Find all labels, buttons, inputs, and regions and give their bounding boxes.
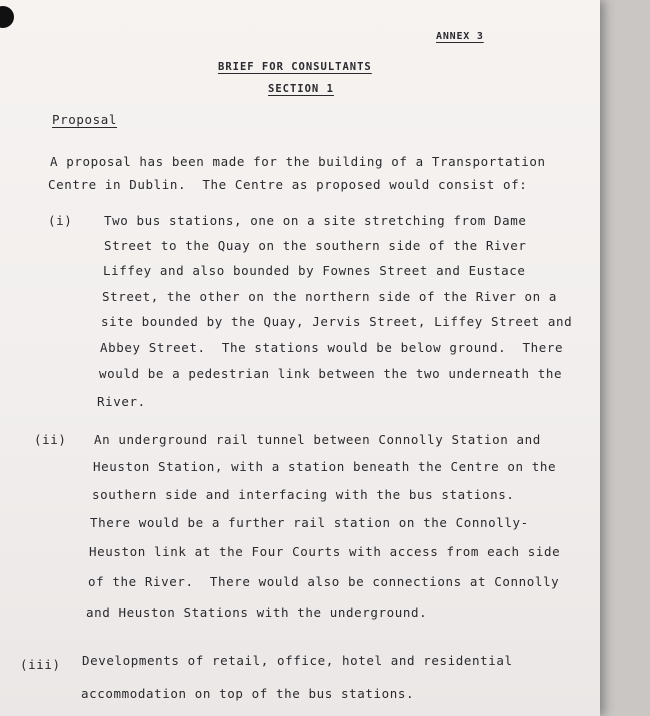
item-line: southern side and interfacing with the bus stations. [92,487,515,502]
item-line: site bounded by the Quay, Jervis Street, Liffey Street and [101,314,573,329]
item-line: accommodation on top of the bus stations. [81,686,415,701]
item-line: Developments of retail, office, hotel and residential [82,653,513,668]
document-title: BRIEF FOR CONSULTANTS [218,61,372,73]
item-line: River. [97,394,146,409]
item-line: and Heuston Stations with the underground. [86,605,428,620]
item-line: Liffey and also bounded by Fownes Street and Eustace [103,263,526,278]
punch-hole [0,6,14,28]
item-line: Abbey Street. The stations would be below ground. There [100,340,564,355]
item-line: Heuston link at the Four Courts with access from each side [89,544,561,559]
item-line: There would be a further rail station on the Connolly- [90,515,529,530]
proposal-heading: Proposal [52,112,118,127]
annex-label: ANNEX 3 [436,31,484,42]
item-line: would be a pedestrian link between the two underneath the [99,366,563,381]
item-line: Street to the Quay on the southern side of the River [104,238,527,253]
item-line: Street, the other on the northern side of the River on a [102,289,558,304]
section-label: SECTION 1 [268,83,334,95]
intro-line: Centre in Dublin. The Centre as proposed would consist of: [48,177,528,192]
item-marker: (ii) [34,432,67,447]
item-line: An underground rail tunnel between Connolly Station and [94,432,541,447]
item-line: Heuston Station, with a station beneath the Centre on the [93,459,557,474]
item-line: Two bus stations, one on a site stretching from Dame [104,213,527,228]
item-line: of the River. There would also be connections at Connolly [88,574,560,589]
item-marker: (iii) [20,657,61,672]
intro-line: A proposal has been made for the building of a Transportation [50,154,546,169]
item-marker: (i) [48,213,73,228]
